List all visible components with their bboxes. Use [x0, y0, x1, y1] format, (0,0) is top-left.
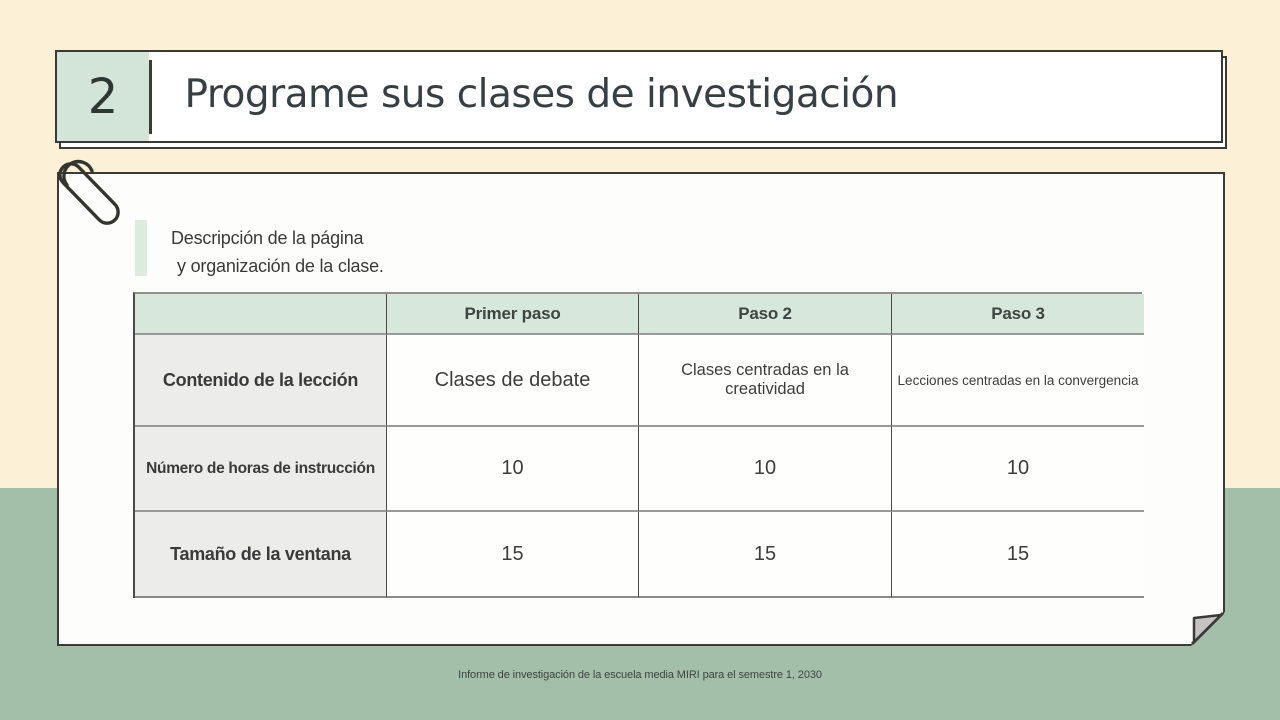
table-cell: 15	[387, 512, 639, 598]
description-text	[171, 224, 384, 280]
table-cell: 15	[639, 512, 892, 598]
table-cell: Lecciones centradas en la convergencia	[892, 335, 1144, 427]
slide-title: Programe sus clases de investigación	[184, 72, 899, 117]
slide-footer-text: Informe de investigación de la escuela media MIRI para el semestre 1, 2030	[458, 669, 822, 681]
row-label-lesson-content: Contenido de la lección	[135, 335, 387, 427]
page-number: 2	[87, 68, 119, 125]
description-line-1: Descripción de la página	[171, 228, 364, 248]
table-cell: 10	[639, 427, 892, 512]
paperclip-icon	[54, 151, 124, 231]
header-divider	[149, 60, 152, 134]
table-cell: Clases de debate	[387, 335, 639, 427]
row-label-instruction-hours: Número de horas de instrucción	[135, 427, 387, 512]
description-accent-bar	[135, 220, 147, 276]
folded-corner-icon	[1182, 603, 1226, 647]
content-card	[57, 172, 1225, 646]
table-header-step1: Primer paso	[387, 294, 639, 335]
table-header-empty	[135, 294, 387, 335]
table-header-step3: Paso 3	[892, 294, 1144, 335]
slide-header	[55, 50, 1223, 143]
table-cell: 10	[387, 427, 639, 512]
table-cell: 10	[892, 427, 1144, 512]
description-line-2: y organización de la clase.	[177, 256, 384, 276]
page-number-badge	[57, 52, 149, 141]
lesson-schedule-table	[133, 292, 1142, 598]
table-header-step2: Paso 2	[639, 294, 892, 335]
table-cell: Clases centradas en la creatividad	[639, 335, 892, 427]
row-label-window-size: Tamaño de la ventana	[135, 512, 387, 598]
table-cell: 15	[892, 512, 1144, 598]
